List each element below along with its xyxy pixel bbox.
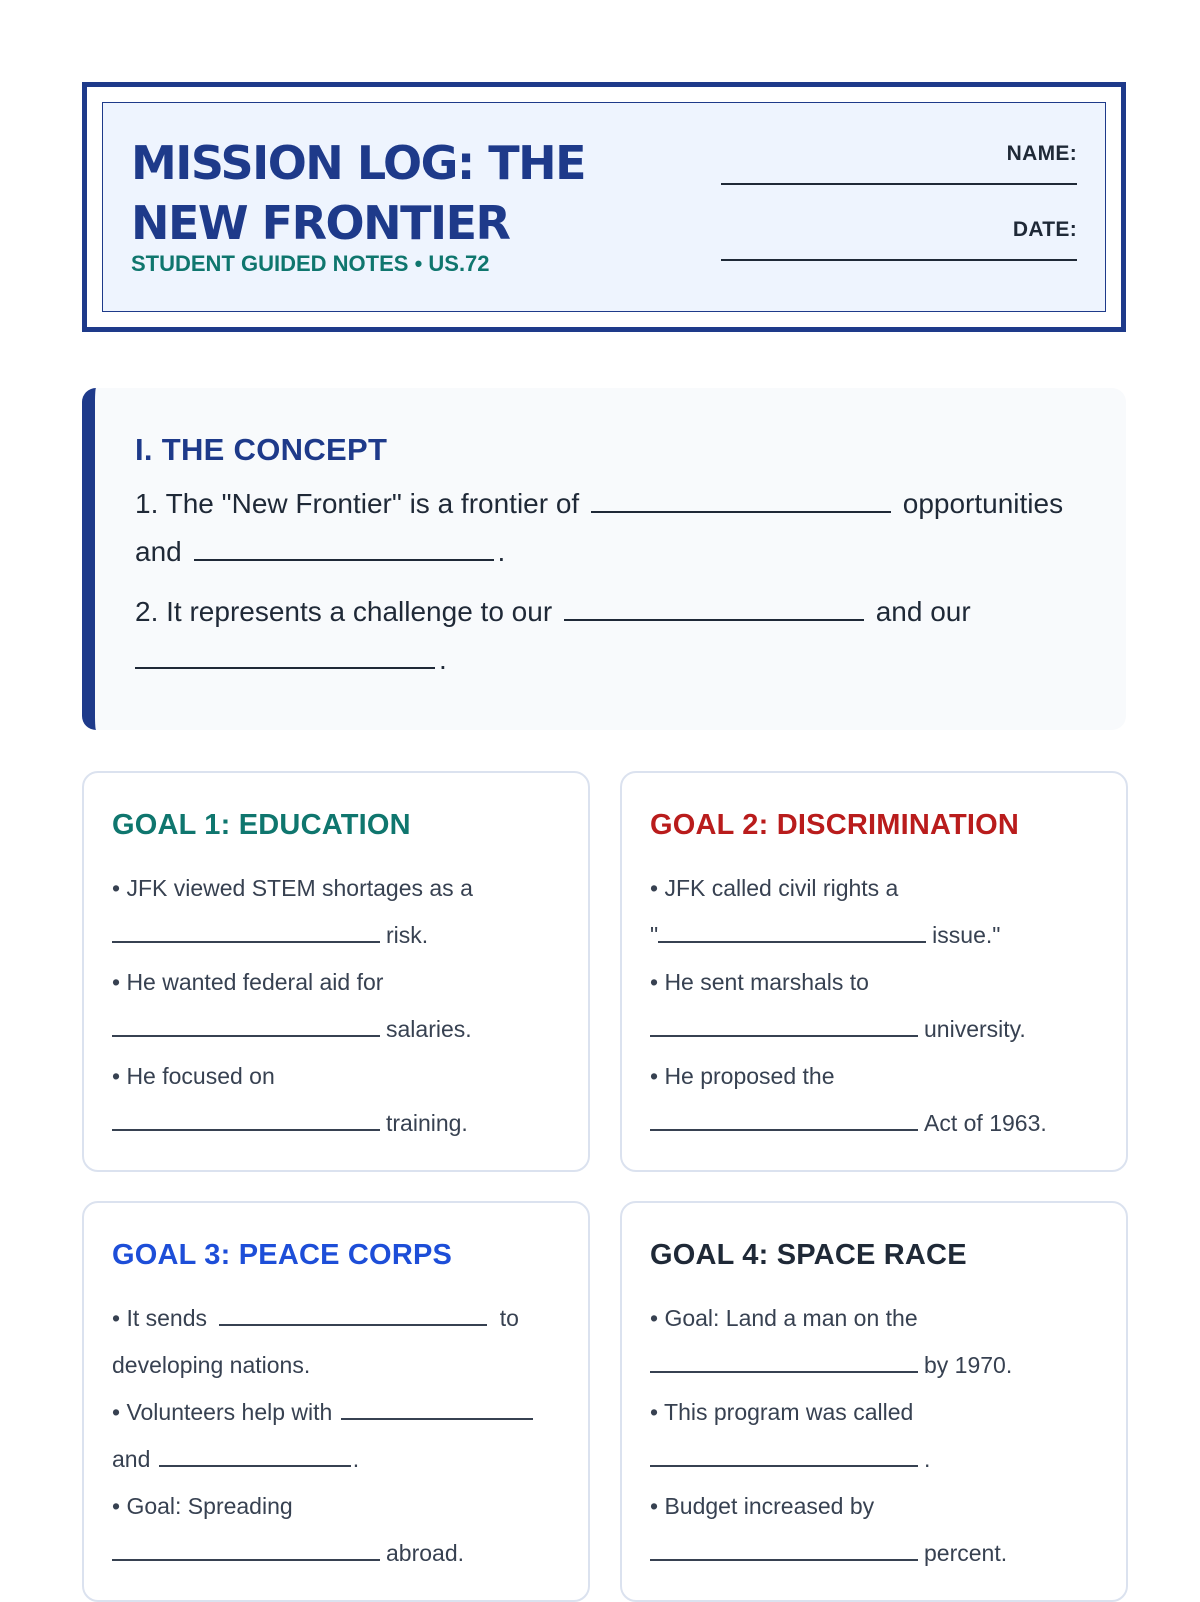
item-text: abroad. [386, 1540, 465, 1566]
question-text: opportunities and [135, 488, 1064, 567]
open-quote: " [650, 922, 659, 948]
goal-item [112, 1053, 568, 1147]
page-title: MISSION LOG: THE NEW FRONTIER [131, 136, 586, 250]
item-text: . [924, 1446, 931, 1472]
page-subtitle: STUDENT GUIDED NOTES • US.72 [131, 251, 490, 276]
answer-blank[interactable] [650, 1537, 918, 1561]
goal-item [112, 1295, 568, 1389]
goal-items [112, 865, 568, 1147]
item-text: to developing nations. [112, 1305, 519, 1378]
question-text: 2. It represents a challenge to our [135, 596, 553, 627]
student-fields [717, 139, 1077, 291]
answer-blank[interactable] [194, 531, 494, 561]
goal-title: GOAL 1: EDUCATION [112, 809, 411, 841]
answer-blank[interactable] [159, 1443, 351, 1467]
answer-blank[interactable] [650, 1349, 918, 1373]
item-text: training. [386, 1110, 468, 1136]
goal-title: GOAL 4: SPACE RACE [650, 1239, 967, 1271]
question-text: . [439, 644, 447, 675]
item-text: issue." [932, 922, 1001, 948]
goal-card-discrimination [620, 771, 1128, 1172]
item-text: • Goal: Spreading [112, 1493, 293, 1519]
question-text: 1. The "New Frontier" is a frontier of [135, 488, 580, 519]
item-text: • Budget increased by [650, 1493, 875, 1519]
concept-question-1 [135, 480, 1095, 576]
item-text: by 1970. [924, 1352, 1013, 1378]
name-field[interactable] [721, 183, 1077, 185]
answer-blank[interactable] [650, 1443, 918, 1467]
question-text: and our [875, 596, 971, 627]
item-text: risk. [386, 922, 429, 948]
goal-item [650, 959, 1106, 1053]
concept-section [82, 388, 1126, 730]
goal-card-space-race [620, 1201, 1128, 1602]
goal-title: GOAL 3: PEACE CORPS [112, 1239, 453, 1271]
item-text: • He wanted federal aid for [112, 969, 384, 995]
header-box [82, 82, 1126, 332]
goal-item [650, 1053, 1106, 1147]
goal-card-education [82, 771, 590, 1172]
goal-card-peace-corps [82, 1201, 590, 1602]
item-text: and [112, 1446, 151, 1472]
concept-questions [135, 480, 1095, 696]
item-text: • He proposed the [650, 1063, 835, 1089]
answer-blank[interactable] [564, 591, 864, 621]
date-field[interactable] [721, 259, 1077, 261]
header-inner [102, 102, 1106, 312]
answer-blank[interactable] [650, 1107, 918, 1131]
goal-items [650, 1295, 1106, 1577]
answer-blank[interactable] [219, 1302, 487, 1326]
date-label: DATE: [1012, 218, 1077, 241]
goal-item [112, 865, 568, 959]
item-text: • It sends [112, 1305, 207, 1331]
answer-blank[interactable] [658, 919, 926, 943]
goal-item [650, 1389, 1106, 1483]
item-text: • This program was called [650, 1399, 914, 1425]
answer-blank[interactable] [341, 1396, 533, 1420]
goal-item [650, 1483, 1106, 1577]
goal-item [112, 1389, 568, 1483]
item-text: • JFK viewed STEM shortages as a [112, 875, 473, 901]
goal-item [112, 959, 568, 1053]
answer-blank[interactable] [112, 1013, 380, 1037]
goal-items [112, 1295, 568, 1577]
item-text: • He sent marshals to [650, 969, 869, 995]
item-text: Act of 1963. [924, 1110, 1047, 1136]
concept-question-2 [135, 588, 1095, 684]
item-text: salaries. [386, 1016, 472, 1042]
item-text: . [352, 1446, 360, 1472]
answer-blank[interactable] [650, 1013, 918, 1037]
answer-blank[interactable] [112, 1107, 380, 1131]
goal-title: GOAL 2: DISCRIMINATION [650, 809, 1020, 841]
item-text: • Volunteers help with [112, 1399, 333, 1425]
goal-item [650, 1295, 1106, 1389]
goal-item [112, 1483, 568, 1577]
item-text: university. [924, 1016, 1026, 1042]
answer-blank[interactable] [112, 1537, 380, 1561]
concept-heading: I. THE CONCEPT [135, 432, 388, 467]
answer-blank[interactable] [112, 919, 380, 943]
name-label: NAME: [1006, 142, 1077, 165]
answer-blank[interactable] [135, 639, 435, 669]
answer-blank[interactable] [591, 483, 891, 513]
item-text: • Goal: Land a man on the [650, 1305, 918, 1331]
question-text: . [497, 536, 506, 567]
goal-item [650, 865, 1106, 959]
item-text: • He focused on [112, 1063, 275, 1089]
item-text: percent. [924, 1540, 1008, 1566]
item-text: • JFK called civil rights a [650, 875, 899, 901]
goal-items [650, 865, 1106, 1147]
